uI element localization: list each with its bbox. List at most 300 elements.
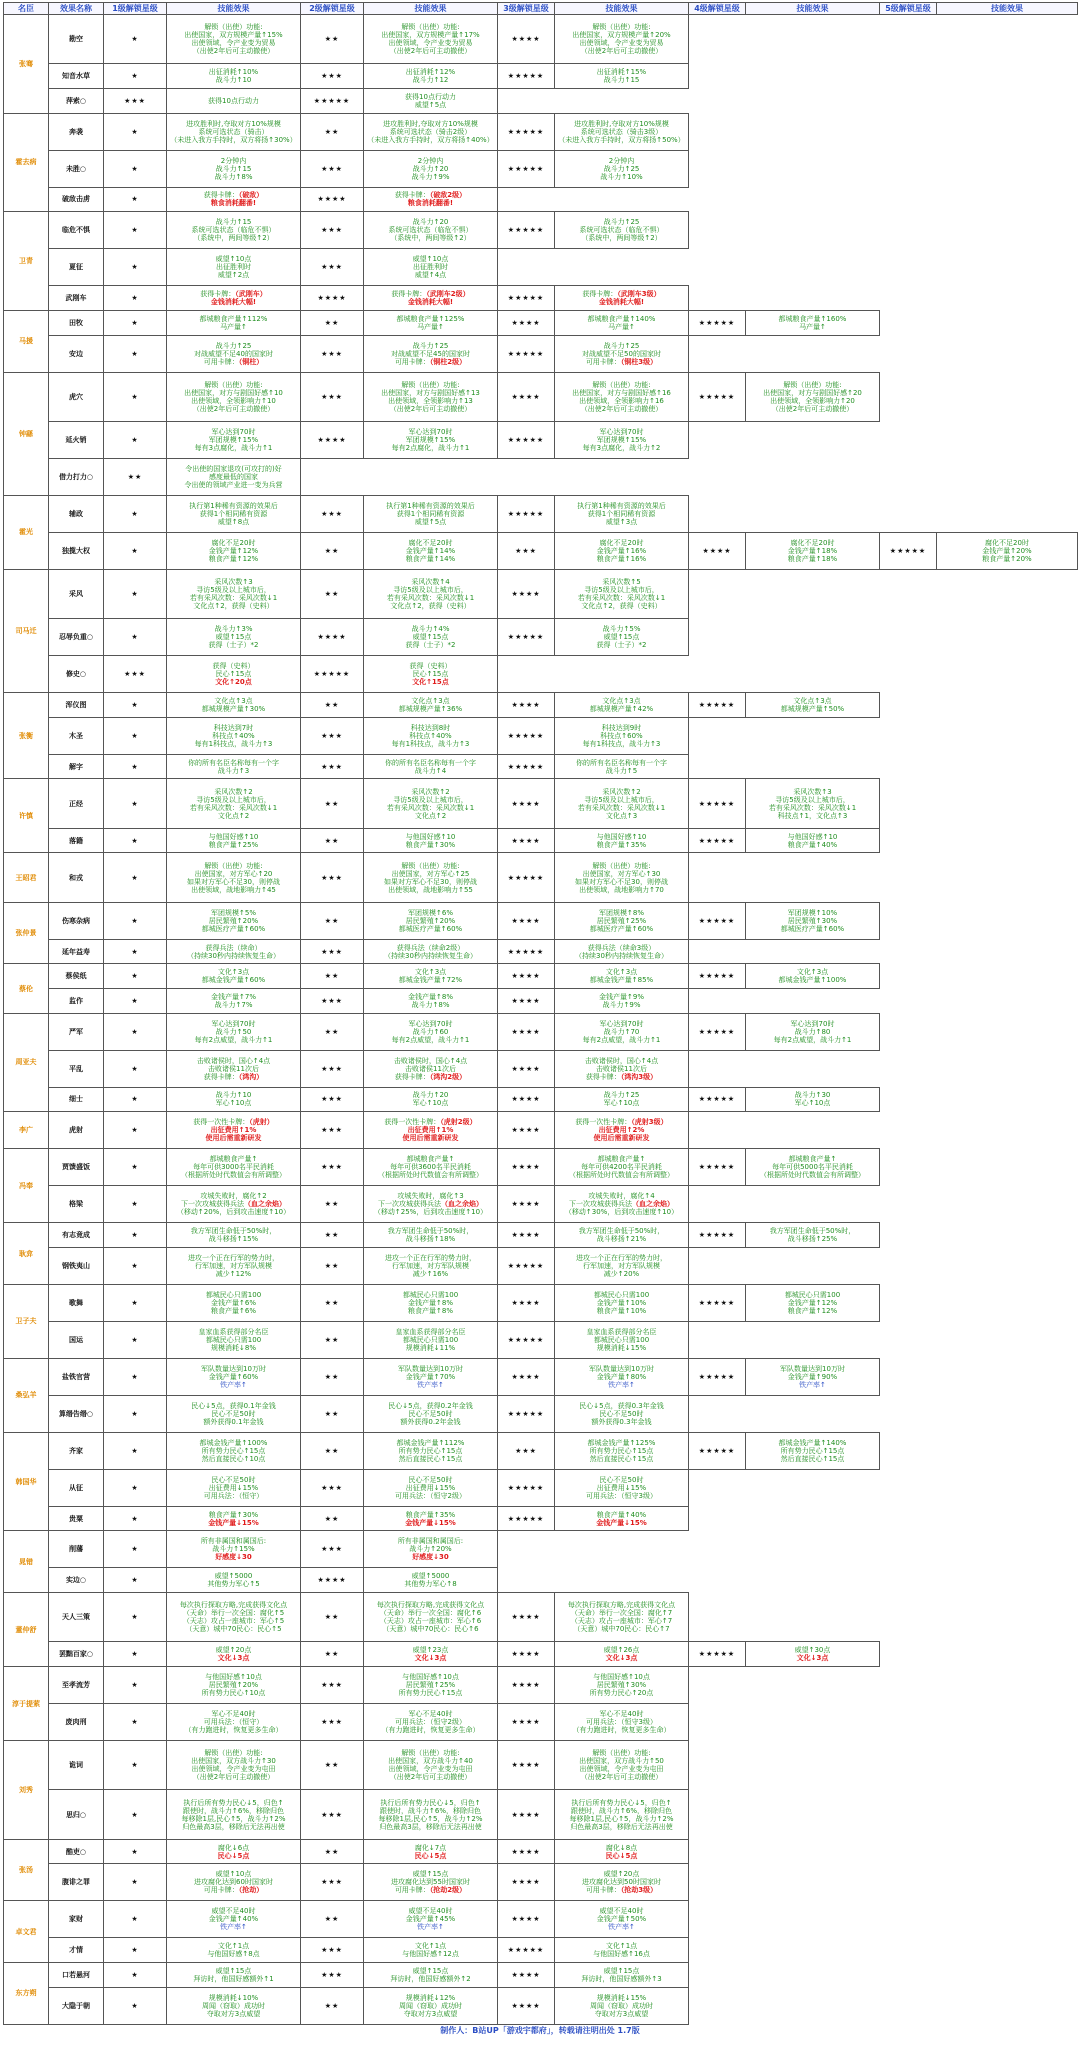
empty-cell (937, 828, 1078, 853)
skill-name: 从征 (49, 1469, 104, 1506)
empty-cell (937, 1395, 1078, 1432)
header-cell: 2级解锁星级 (301, 3, 364, 15)
unlock-stars: ★★ (301, 113, 364, 150)
empty-cell (555, 88, 689, 113)
empty-cell (937, 1593, 1078, 1642)
skill-name: 实边○ (49, 1568, 104, 1593)
table-row (4, 1284, 1078, 1321)
skill-name: 未胜○ (49, 150, 104, 187)
unlock-stars: ★★ (301, 1247, 364, 1284)
empty-cell (746, 1050, 880, 1087)
table-row (4, 1790, 1078, 1839)
table-header-row (4, 3, 1078, 15)
empty-cell (937, 754, 1078, 779)
skill-effect: 都城粮食产量↑125% 马产量↑ (364, 310, 498, 335)
unlock-stars: ★★ (301, 1284, 364, 1321)
table-row (4, 458, 1078, 495)
skill-effect: 文化↑3点 都城金钱产量↑72% (364, 964, 498, 989)
skill-effect: 军心不足40时 可用兵法：（恒守3级） （有力跑进时，恢复更多生命） (555, 1704, 689, 1741)
empty-cell (746, 458, 880, 495)
skill-effect: 文化↑3点 都城金钱产量↑100% (746, 964, 880, 989)
unlock-stars: ★★★★★ (498, 754, 555, 779)
skill-effect: 采风次数↑2 寻访5级及以上城市后， 若有采风次数：采风次数↓1 文化点↑2 (364, 779, 498, 828)
skill-effect: 解锁（出使）功能: 出使国家，双方战斗力↑40 出使领域，令产业变为屯田 （出使2年后可主动撤使） (364, 1741, 498, 1790)
minister-name: 张仲景 (4, 902, 49, 964)
empty-cell (689, 1247, 746, 1284)
empty-cell (880, 1247, 937, 1284)
skill-effect: 与他国好感↑10 粮食产量↑30% (364, 828, 498, 853)
empty-cell (689, 754, 746, 779)
skill-effect: 解锁（出使）功能: 出使国家，对方与剧国好感↑10 出使领域，全领影响力↑10 （出使2年后可主动撤使） (167, 372, 301, 421)
empty-cell (689, 1901, 746, 1938)
empty-cell (937, 1432, 1078, 1469)
empty-cell (880, 717, 937, 754)
unlock-stars: ★ (104, 1593, 167, 1642)
skill-effect: 与他国好感↑10点 居民繁殖↑20% 所有势力民心↑10点 (167, 1667, 301, 1704)
skill-effect: 获得10点行动力 (167, 88, 301, 113)
skill-effect: 粮食产量↑30% 金钱产量↓15% (167, 1506, 301, 1531)
unlock-stars: ★★ (301, 1987, 364, 2024)
penalty-text: （鸿沟3级） (620, 1072, 658, 1081)
table-row (4, 1593, 1078, 1642)
empty-cell (937, 1013, 1078, 1050)
unlock-stars: ★★ (301, 310, 364, 335)
skill-name: 思归○ (49, 1790, 104, 1839)
unlock-stars: ★★★★ (498, 569, 555, 618)
skill-effect: 军团规模↑8% 居民繁殖↑25% 都城医疗产量↑60% (555, 902, 689, 939)
empty-cell (689, 421, 746, 458)
skill-effect: 科技达到8时 科技点↑40% 每有1科技点，战斗力↑3 (364, 717, 498, 754)
skill-effect: 战斗力↑5% 威望↑15点 获得（士子）*2 (555, 619, 689, 656)
skill-name: 武刚车 (49, 286, 104, 311)
unlock-stars: ★★★ (301, 853, 364, 902)
unlock-stars: ★★★ (301, 1112, 364, 1149)
empty-cell (880, 1531, 937, 1568)
skill-effect: 皇家血系获得部分名臣 都城民心只需100 规模消耗↓8% (167, 1321, 301, 1358)
skill-name: 知音水草 (49, 64, 104, 89)
skill-effect: 攻城失败时，腐化↑2 下一次攻城获得兵法（血之余焰） （移动↑20%，后到攻击速度↑10） (167, 1186, 301, 1223)
unlock-stars: ★★ (301, 1223, 364, 1248)
empty-cell (937, 1642, 1078, 1667)
header-cell: 名臣 (4, 3, 49, 15)
empty-cell (498, 656, 555, 693)
empty-cell (937, 1469, 1078, 1506)
table-row (4, 828, 1078, 853)
empty-cell (498, 187, 555, 212)
empty-cell (937, 286, 1078, 311)
empty-cell (880, 1395, 937, 1432)
empty-cell (880, 1469, 937, 1506)
unlock-stars: ★★★★★ (498, 113, 555, 150)
unlock-stars: ★★ (301, 1432, 364, 1469)
table-row (4, 1901, 1078, 1938)
unlock-stars: ★★★★ (498, 1050, 555, 1087)
empty-cell (880, 1050, 937, 1087)
penalty-text: （抢劫3级） (620, 1886, 658, 1895)
table-row (4, 1938, 1078, 1963)
unlock-stars: ★ (104, 569, 167, 618)
unlock-stars: ★ (104, 1987, 167, 2024)
empty-cell (689, 1568, 746, 1593)
skill-effect: 击败诸侯时，国心↑4点 击败诸侯11次后 获得卡牌：（鸿沟2级） (364, 1050, 498, 1087)
skill-effect: 都城金钱产量↑140% 所有势力民心↑15点 然后直接民心↑15点 (746, 1432, 880, 1469)
skill-effect: 进攻一个正在行军的势力时， 行军加速，对方军队规模 减少↑12% (167, 1247, 301, 1284)
empty-cell (880, 853, 937, 902)
empty-cell (880, 1112, 937, 1149)
unlock-stars: ★★★★★ (498, 1395, 555, 1432)
empty-cell (937, 693, 1078, 718)
penalty-text: 金钱消耗大幅! (598, 298, 645, 307)
table-row (4, 1741, 1078, 1790)
table-row (4, 372, 1078, 421)
empty-cell (746, 1531, 880, 1568)
penalty-text: （铜柱2级） (429, 357, 467, 366)
empty-cell (689, 150, 746, 187)
table-row (4, 717, 1078, 754)
skill-name: 忍辱负重○ (49, 619, 104, 656)
penalty-text: （虎射2级） (440, 1118, 477, 1127)
empty-cell (937, 1149, 1078, 1186)
empty-cell (689, 335, 746, 372)
empty-cell (880, 1987, 937, 2024)
unlock-stars: ★ (104, 1284, 167, 1321)
empty-cell (937, 989, 1078, 1014)
skill-effect: 获得兵法（续命3级） （持续30秒内持续恢复生命） (555, 939, 689, 964)
skill-effect: 腐化不足20时 金钱产量↑12% 粮食产量↑12% (167, 532, 301, 569)
table-row (4, 1469, 1078, 1506)
unlock-stars: ★★★★★ (301, 656, 364, 693)
unlock-stars: ★★★★ (498, 1741, 555, 1790)
empty-cell (880, 939, 937, 964)
skill-effect: 战斗力↑20 军心↑10点 (364, 1087, 498, 1112)
empty-cell (746, 1568, 880, 1593)
empty-cell (937, 1531, 1078, 1568)
unlock-stars: ★★★★ (498, 1358, 555, 1395)
skill-table (3, 2, 1078, 2025)
empty-cell (937, 1568, 1078, 1593)
skill-effect: 攻城失败时，腐化↑3 下一次攻城获得兵法（血之余焰） （移动↑25%，后到攻击速度↑10） (364, 1186, 498, 1223)
table-row (4, 150, 1078, 187)
unlock-stars: ★★ (301, 1901, 364, 1938)
empty-cell (746, 656, 880, 693)
unlock-stars: ★★★★ (498, 1704, 555, 1741)
skill-effect: 所有非属国和属国后: 战斗力↑20% 好感度↓30 (364, 1531, 498, 1568)
header-cell: 效果名称 (49, 3, 104, 15)
unlock-stars: ★★★★★ (498, 853, 555, 902)
unlock-stars: ★★★ (301, 150, 364, 187)
skill-effect: 战斗力↑25 军心↑10点 (555, 1087, 689, 1112)
unlock-stars: ★ (104, 1186, 167, 1223)
skill-effect: 文化点↑3点 都城规模产量↑50% (746, 693, 880, 718)
header-cell: 技能效果 (746, 3, 880, 15)
skill-effect: 战斗力↑3% 威望↑15点 获得（士子）*2 (167, 619, 301, 656)
unlock-stars: ★★★★★ (498, 150, 555, 187)
skill-effect: 2分钟内 战斗力↑25 战斗力↑10% (555, 150, 689, 187)
minister-name: 淳于提萦 (4, 1667, 49, 1741)
header-cell: 3级解锁星级 (498, 3, 555, 15)
skill-effect: 战斗力↑25 对战威望不足40的国家时 可用卡牌：（铜柱） (167, 335, 301, 372)
unlock-stars: ★ (104, 1506, 167, 1531)
skill-effect: 你的所有名臣名称每有一个字 战斗力↑3 (167, 754, 301, 779)
unlock-stars: ★★ (301, 1642, 364, 1667)
table-row (4, 619, 1078, 656)
table-row (4, 1013, 1078, 1050)
skill-name: 监作 (49, 989, 104, 1014)
unlock-stars: ★★★★ (498, 1790, 555, 1839)
unlock-stars: ★ (104, 1149, 167, 1186)
skill-effect: 出征消耗↑15% 战斗力↑15 (555, 64, 689, 89)
skill-effect: 进攻胜利时,夺取对方10%规模 系统可选状态（骑击2级） （未进入我方手持时，双方将扬↑40%） (364, 113, 498, 150)
unlock-stars: ★ (104, 1642, 167, 1667)
unlock-stars: ★ (104, 1901, 167, 1938)
unlock-stars: ★★★★ (498, 372, 555, 421)
skill-effect: 我方军团生命低于50%时， 战斗移扬↑15% (167, 1223, 301, 1248)
unlock-stars: ★★ (301, 1741, 364, 1790)
table-row (4, 1667, 1078, 1704)
empty-cell (555, 1531, 689, 1568)
empty-cell (689, 1469, 746, 1506)
table-row (4, 1432, 1078, 1469)
empty-cell (689, 1790, 746, 1839)
unlock-stars: ★★★★ (498, 693, 555, 718)
unlock-stars: ★★★ (301, 1531, 364, 1568)
table-row (4, 421, 1078, 458)
empty-cell (880, 1962, 937, 1987)
penalty-text: 使用后需重新研发 (402, 1134, 459, 1143)
unlock-stars: ★ (104, 286, 167, 311)
unlock-stars: ★★★★★ (498, 495, 555, 532)
skill-name: 格梁 (49, 1186, 104, 1223)
empty-cell (880, 779, 937, 828)
empty-cell (880, 569, 937, 618)
empty-cell (937, 458, 1078, 495)
empty-cell (746, 15, 880, 64)
empty-cell (937, 187, 1078, 212)
empty-cell (689, 569, 746, 618)
skill-effect: 金钱产量↑8% 战斗力↑8% (364, 989, 498, 1014)
empty-cell (880, 1087, 937, 1112)
empty-cell (937, 150, 1078, 187)
skill-effect: 解锁（出使）功能: 出使国家，双方规模产量↑15% 出使领域，令产业变为贸易 （出使2年后可主动撤使） (167, 15, 301, 64)
skill-effect: 2分钟内 战斗力↑20 战斗力↑9% (364, 150, 498, 187)
skill-effect: 规模消耗↓10% 周闻（窃取）成功时 夺取对方3点威望 (167, 1987, 301, 2024)
empty-cell (937, 310, 1078, 335)
penalty-text: （抢劫） (238, 1886, 264, 1895)
unlock-stars: ★★★★★ (498, 619, 555, 656)
skill-effect: 威望↑5000 其他势力军心↑5 (167, 1568, 301, 1593)
empty-cell (880, 1593, 937, 1642)
unlock-stars: ★★★★ (498, 1667, 555, 1704)
skill-name: 落籍 (49, 828, 104, 853)
unlock-stars: ★★★ (301, 1469, 364, 1506)
empty-cell (689, 1321, 746, 1358)
table-row (4, 113, 1078, 150)
empty-cell (746, 1112, 880, 1149)
empty-cell (746, 1864, 880, 1901)
unlock-stars: ★★★ (301, 1962, 364, 1987)
skill-effect: 文化↑3点 都城金钱产量↑85% (555, 964, 689, 989)
skill-name: 贵粟 (49, 1506, 104, 1531)
empty-cell (880, 372, 937, 421)
empty-cell (880, 619, 937, 656)
skill-effect: 都城金钱产量↑125% 所有势力民心↑15点 然后直接民心↑15点 (555, 1432, 689, 1469)
skill-effect: 每次执行探取方略,完成获得文化点 （天命）举行一次全国：腐化↑7 （天志）攻占一座城市：军心↑7 （天意）城中70民心：民心↑7 (555, 1593, 689, 1642)
skill-effect: 科技达到9时 科技点↑60% 每有1科技点，战斗力↑3 (555, 717, 689, 754)
skill-name: 家财 (49, 1901, 104, 1938)
unlock-stars: ★★★★★ (689, 1432, 746, 1469)
empty-cell (880, 495, 937, 532)
empty-cell (937, 1839, 1078, 1864)
empty-cell (746, 1741, 880, 1790)
skill-effect: 解锁（出使）功能: 出使国家，双方规模产量↑17% 出使领域，令产业变为贸易 （出使2年后可主动撤使） (364, 15, 498, 64)
empty-cell (880, 421, 937, 458)
skill-effect: 腐化不足20时 金钱产量↑16% 粮食产量↑16% (555, 532, 689, 569)
empty-cell (689, 1112, 746, 1149)
empty-cell (689, 1186, 746, 1223)
skill-effect: 腐化↓8点 民心↓5点 (555, 1839, 689, 1864)
empty-cell (689, 1987, 746, 2024)
table-row (4, 495, 1078, 532)
skill-effect: 军心达到70时 战斗力↑60 每有2点威望，战斗力↑1 (364, 1013, 498, 1050)
empty-cell (746, 717, 880, 754)
minister-name: 许慎 (4, 779, 49, 853)
skill-name: 才情 (49, 1938, 104, 1963)
unlock-stars: ★ (104, 1050, 167, 1087)
empty-cell (746, 754, 880, 779)
skill-effect: 都城民心只需100 金钱产量↑6% 粮食产量↑6% (167, 1284, 301, 1321)
minister-name: 东方朔 (4, 1962, 49, 2024)
skill-effect: 采风次数↑4 寻访5级及以上城市后， 若有采风次数：采风次数↓1 文化点↑2，获得（史料） (364, 569, 498, 618)
empty-cell (937, 1741, 1078, 1790)
minister-name: 钟繇 (4, 372, 49, 495)
unlock-stars: ★★ (301, 1395, 364, 1432)
skill-name: 贾馈盛饭 (49, 1149, 104, 1186)
skill-name: 齐家 (49, 1432, 104, 1469)
empty-cell (555, 249, 689, 286)
unlock-stars: ★★★★★ (689, 1013, 746, 1050)
skill-effect: 威望↑30点 文化↓3点 (746, 1642, 880, 1667)
empty-cell (689, 495, 746, 532)
skill-name: 虎穴 (49, 372, 104, 421)
header-cell: 技能效果 (167, 3, 301, 15)
skill-effect: 威望↑5000 其他势力军心↑8 (364, 1568, 498, 1593)
unlock-stars: ★ (104, 1704, 167, 1741)
penalty-text: （鸿沟） (238, 1072, 264, 1081)
skill-effect: 威望↑15点 拜访时，他国好感额外↑1 (167, 1962, 301, 1987)
unlock-stars: ★★★ (301, 1149, 364, 1186)
skill-effect: 获得卡牌：（武刚车） 金钱消耗大幅! (167, 286, 301, 311)
unlock-stars: ★ (104, 1839, 167, 1864)
unlock-stars: ★★ (301, 902, 364, 939)
empty-cell (746, 1506, 880, 1531)
penalty-text: 使用后需重新研发 (593, 1134, 650, 1143)
table-row (4, 1864, 1078, 1901)
skill-effect: 出征消耗↑10% 战斗力↑10 (167, 64, 301, 89)
empty-cell (937, 1223, 1078, 1248)
skill-effect: 威望不足40时 金钱产量↑40% 铁产率↑ (167, 1901, 301, 1938)
empty-cell (746, 335, 880, 372)
unlock-stars: ★ (104, 1568, 167, 1593)
unlock-stars: ★★ (301, 828, 364, 853)
minister-name: 张汤 (4, 1839, 49, 1901)
skill-name: 算缗告缗○ (49, 1395, 104, 1432)
unlock-stars: ★★★★★ (301, 88, 364, 113)
table-row (4, 964, 1078, 989)
penalty-text: （虎射） (249, 1118, 274, 1127)
unlock-stars: ★★★ (301, 249, 364, 286)
penalty-text: 粮食消耗翻番! (407, 199, 454, 208)
unlock-stars: ★ (104, 495, 167, 532)
skill-name: 虎射 (49, 1112, 104, 1149)
unlock-stars: ★★★★★ (689, 1642, 746, 1667)
unlock-stars: ★ (104, 693, 167, 718)
skill-name: 至孝流芳 (49, 1667, 104, 1704)
skill-effect: 执行后所有势力民心↓5，归色↑ 跟使时，战斗力↑6%，移除归色 每移除1层,民心↑5，战斗力↑2% 归色最高3层，移除后无法再出使 (555, 1790, 689, 1839)
table-row (4, 249, 1078, 286)
table-row (4, 853, 1078, 902)
empty-cell (746, 1790, 880, 1839)
table-row (4, 693, 1078, 718)
skill-effect: 军心达到70时 军团规模↑15% 每有2点腐化，战斗力↑1 (364, 421, 498, 458)
skill-effect: 解锁（出使）功能: 出使国家，双方规模产量↑20% 出使领域，令产业变为贸易 （出使2年后可主动撤使） (555, 15, 689, 64)
skill-name: 伤寒杂病 (49, 902, 104, 939)
skill-effect: 军心不足40时 可用兵法：（恒守） （有力跑进时，恢复更多生命） (167, 1704, 301, 1741)
penalty-text: （武刚车） (235, 290, 267, 299)
penalty-text: 金钱消耗大幅! (407, 298, 454, 307)
skill-effect: 金钱产量↑9% 战斗力↑9% (555, 989, 689, 1014)
unlock-stars: ★★★★★ (498, 1247, 555, 1284)
table-row (4, 1247, 1078, 1284)
empty-cell (880, 1223, 937, 1248)
unlock-stars: ★ (104, 1358, 167, 1395)
unlock-stars: ★★★★★ (689, 1284, 746, 1321)
penalty-text: （鸿沟2级） (429, 1072, 467, 1081)
unlock-stars: ★ (104, 1432, 167, 1469)
skill-effect: 威望↑23点 文化↓3点 (364, 1642, 498, 1667)
empty-cell (746, 619, 880, 656)
skill-name: 安边 (49, 335, 104, 372)
empty-cell (937, 779, 1078, 828)
skill-effect: 战斗力↑25 对战威望不足50的国家时 可用卡牌：（铜柱3级） (555, 335, 689, 372)
empty-cell (746, 1704, 880, 1741)
unlock-stars: ★★★ (301, 1667, 364, 1704)
penalty-text: 文化↓3点 (414, 1654, 447, 1663)
skill-effect: 威望↑20点 进攻腐化达到50时国家时 可用卡牌：（抢劫3级） (555, 1864, 689, 1901)
skill-effect: 都城民心只需100 金钱产量↑8% 粮食产量↑8% (364, 1284, 498, 1321)
unlock-stars: ★★★ (301, 1864, 364, 1901)
header-cell: 5级解锁星级 (880, 3, 937, 15)
unlock-stars: ★ (104, 619, 167, 656)
skill-effect: 获得一次性卡牌：（虎射3级） 出征费用↑2% 使用后需重新研发 (555, 1112, 689, 1149)
table-row (4, 1223, 1078, 1248)
skill-effect: 执行第1种稀有资源的效果后 获得1个相同稀有资源 威望↑3点 (555, 495, 689, 532)
empty-cell (746, 853, 880, 902)
unlock-stars: ★★★★ (498, 964, 555, 989)
table-row (4, 1506, 1078, 1531)
unlock-stars: ★★ (301, 1839, 364, 1864)
penalty-text: （武刚车3级） (617, 290, 661, 299)
penalty-text: 民心↓5点 (217, 1851, 250, 1860)
skill-effect: 金钱产量↑7% 战斗力↑7% (167, 989, 301, 1014)
unlock-stars: ★★★ (301, 939, 364, 964)
empty-cell (689, 1667, 746, 1704)
empty-cell (555, 1568, 689, 1593)
empty-cell (689, 1395, 746, 1432)
skill-effect: 粮食产量↑35% 金钱产量↓15% (364, 1506, 498, 1531)
minister-name: 马援 (4, 310, 49, 372)
unlock-stars: ★★★★★ (880, 532, 937, 569)
unlock-stars: ★★★★ (498, 15, 555, 64)
